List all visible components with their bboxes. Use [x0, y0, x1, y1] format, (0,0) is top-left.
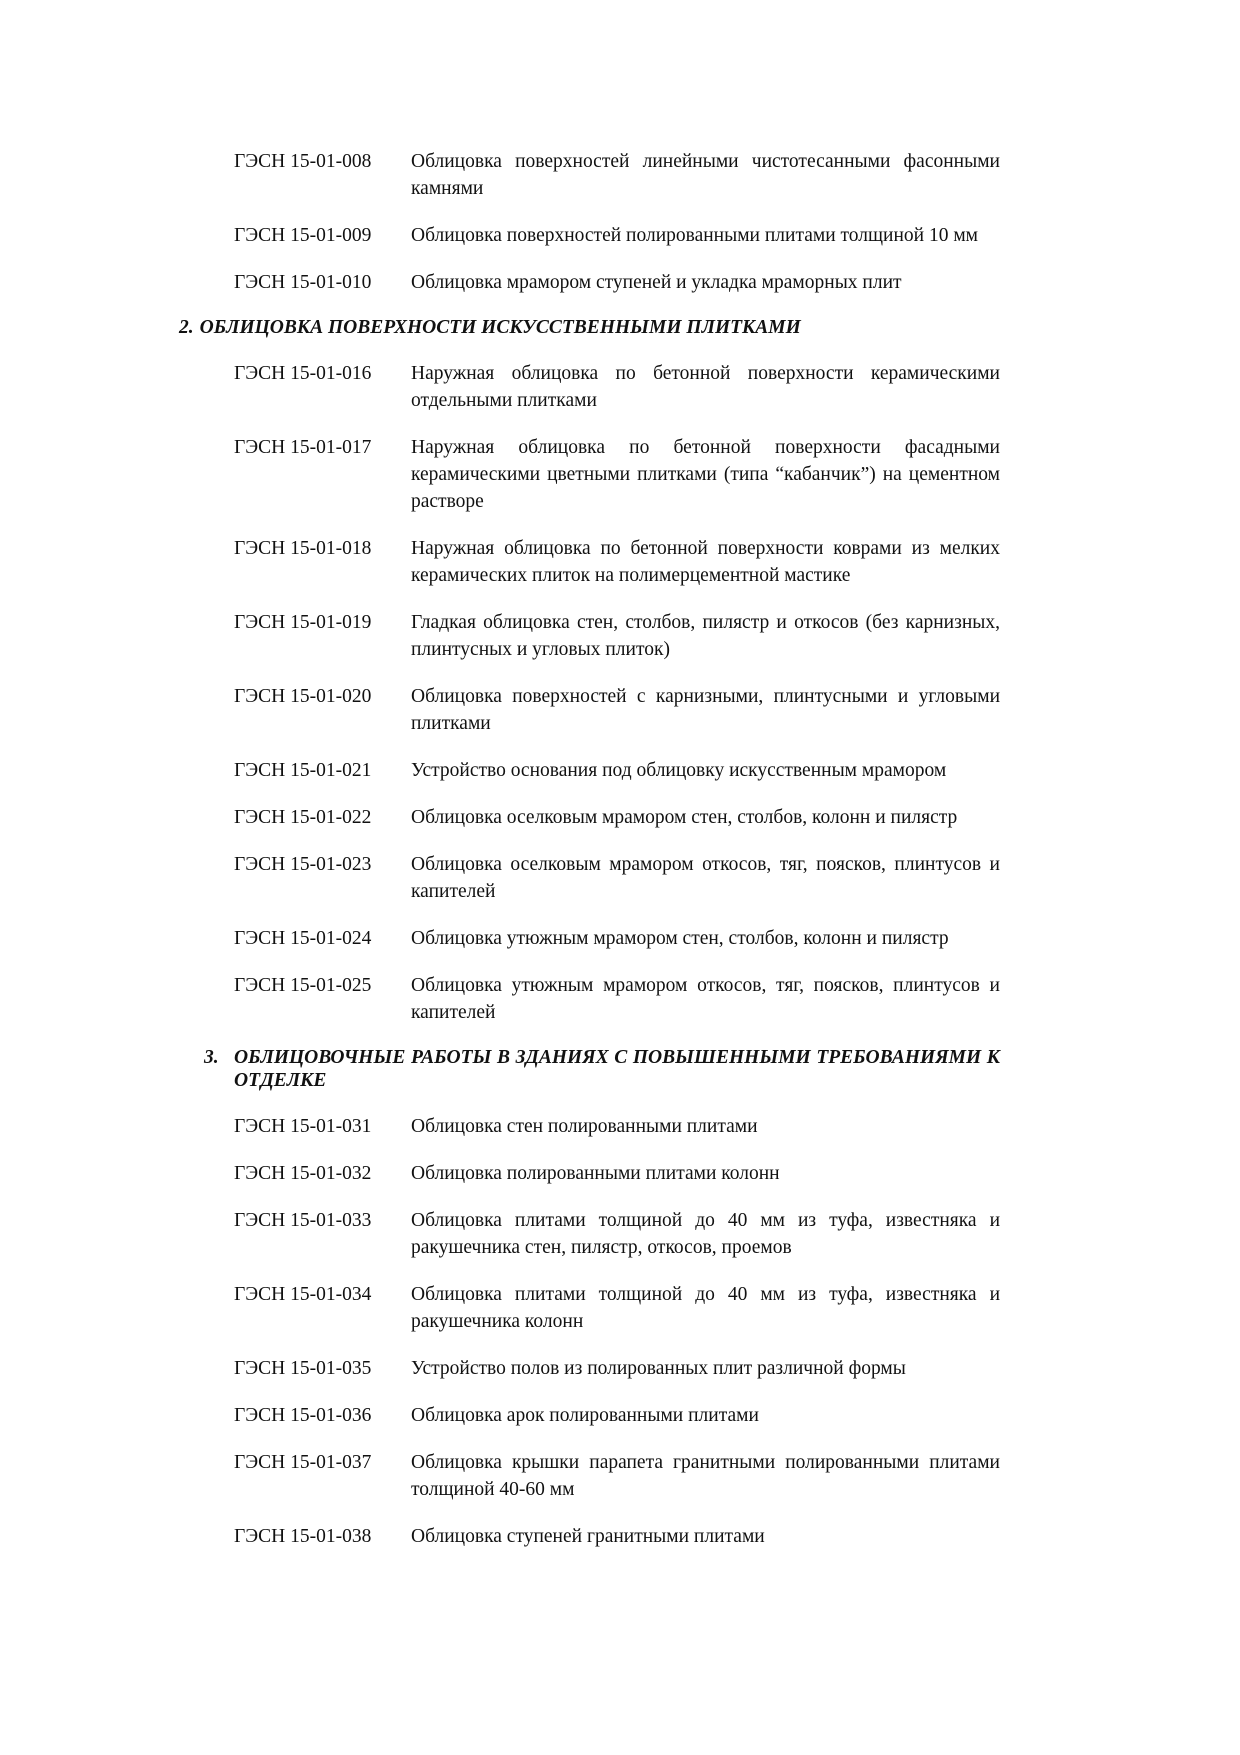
norm-code: ГЭСН 15-01-038: [234, 1526, 372, 1547]
norm-code: ГЭСН 15-01-021: [234, 760, 372, 781]
norm-description: Наружная облицовка по бетонной поверхности коврами из мелких керамических плиток на полимерцементной мастике: [411, 538, 1000, 586]
norm-description: Облицовка мрамором ступеней и укладка мраморных плит: [411, 272, 902, 293]
norm-entry: [204, 1281, 1000, 1335]
norm-entry: [204, 1113, 1000, 1140]
norm-entry: [204, 925, 1000, 952]
norm-entry: [204, 535, 1000, 589]
norm-entry: [204, 1523, 1000, 1550]
norm-code: ГЭСН 15-01-018: [234, 538, 372, 559]
norm-description: Облицовка поверхностей полированными плитами толщиной 10 мм: [411, 225, 979, 246]
norm-code: ГЭСН 15-01-017: [234, 437, 372, 458]
norm-entry: [204, 972, 1000, 1026]
norm-description: Облицовка оселковым мрамором откосов, тяг, поясков, плинтусов и капителей: [411, 854, 1000, 902]
norm-description: Гладкая облицовка стен, столбов, пилястр и откосов (без карнизных, плинтусных и угловых плиток): [411, 612, 1000, 660]
norm-description: Облицовка утюжным мрамором откосов, тяг, поясков, плинтусов и капителей: [411, 975, 1000, 1023]
norm-entry: [204, 1160, 1000, 1187]
norm-description: Облицовка стен полированными плитами: [411, 1116, 758, 1137]
norm-description: Облицовка поверхностей с карнизными, плинтусными и угловыми плитками: [411, 686, 1000, 734]
section-heading: [179, 316, 1000, 339]
norm-description: Облицовка поверхностей линейными чистотесанными фасонными камнями: [411, 151, 1000, 199]
section-number: 2.: [179, 317, 194, 338]
norm-entry: [204, 609, 1000, 663]
norm-entry: [204, 851, 1000, 905]
norm-code: ГЭСН 15-01-016: [234, 363, 372, 384]
norm-entry: [204, 434, 1000, 515]
norm-code: ГЭСН 15-01-024: [234, 928, 372, 949]
norm-code: ГЭСН 15-01-037: [234, 1452, 372, 1473]
norm-entry: [204, 222, 1000, 249]
norm-entry: [204, 1449, 1000, 1503]
norm-code: ГЭСН 15-01-008: [234, 151, 372, 172]
norm-description: Облицовка арок полированными плитами: [411, 1405, 759, 1426]
norm-entry: [204, 757, 1000, 784]
norm-entry: [204, 1402, 1000, 1429]
norm-description: Облицовка полированными плитами колонн: [411, 1163, 780, 1184]
norm-description: Устройство полов из полированных плит различной формы: [411, 1358, 906, 1379]
norm-description: Облицовка плитами толщиной до 40 мм из туфа, известняка и ракушечника колонн: [411, 1284, 1000, 1332]
norm-code: ГЭСН 15-01-010: [234, 272, 372, 293]
norm-description: Устройство основания под облицовку искусственным мрамором: [411, 760, 947, 781]
norm-code: ГЭСН 15-01-035: [234, 1358, 372, 1379]
norm-code: ГЭСН 15-01-034: [234, 1284, 372, 1305]
norm-code: ГЭСН 15-01-031: [234, 1116, 372, 1137]
norm-description: Облицовка оселковым мрамором стен, столбов, колонн и пилястр: [411, 807, 958, 828]
norm-code: ГЭСН 15-01-025: [234, 975, 372, 996]
norm-entry: [204, 1207, 1000, 1261]
norm-description: Облицовка плитами толщиной до 40 мм из туфа, известняка и ракушечника стен, пилястр, откосов, проемов: [411, 1210, 1000, 1258]
norm-code: ГЭСН 15-01-033: [234, 1210, 372, 1231]
norm-code: ГЭСН 15-01-009: [234, 225, 372, 246]
norm-entry: [204, 360, 1000, 414]
norm-entry: [204, 683, 1000, 737]
section-title: ОБЛИЦОВОЧНЫЕ РАБОТЫ В ЗДАНИЯХ С ПОВЫШЕННЫМИ ТРЕБОВАНИЯМИ К ОТДЕЛКЕ: [234, 1047, 1000, 1091]
norms-list: [179, 148, 1000, 1570]
section-heading: [204, 1046, 1000, 1092]
norm-entry: [204, 148, 1000, 202]
norm-description: Облицовка утюжным мрамором стен, столбов, колонн и пилястр: [411, 928, 949, 949]
norm-code: ГЭСН 15-01-020: [234, 686, 372, 707]
norm-entry: [204, 804, 1000, 831]
norm-description: Наружная облицовка по бетонной поверхности фасадными керамическими цветными плитками (типа “кабанчик”) на цементном растворе: [411, 437, 1000, 512]
norm-code: ГЭСН 15-01-023: [234, 854, 372, 875]
norm-code: ГЭСН 15-01-036: [234, 1405, 372, 1426]
section-title: ОБЛИЦОВКА ПОВЕРХНОСТИ ИСКУССТВЕННЫМИ ПЛИТКАМИ: [199, 317, 801, 338]
norm-entry: [204, 1355, 1000, 1382]
norm-description: Облицовка крышки парапета гранитными полированными плитами толщиной 40-60 мм: [411, 1452, 1000, 1500]
norm-entry: [204, 269, 1000, 296]
norm-code: ГЭСН 15-01-032: [234, 1163, 372, 1184]
norm-description: Наружная облицовка по бетонной поверхности керамическими отдельными плитками: [411, 363, 1000, 411]
norm-code: ГЭСН 15-01-022: [234, 807, 372, 828]
section-number: 3.: [204, 1047, 219, 1068]
norm-code: ГЭСН 15-01-019: [234, 612, 372, 633]
norm-description: Облицовка ступеней гранитными плитами: [411, 1526, 765, 1547]
